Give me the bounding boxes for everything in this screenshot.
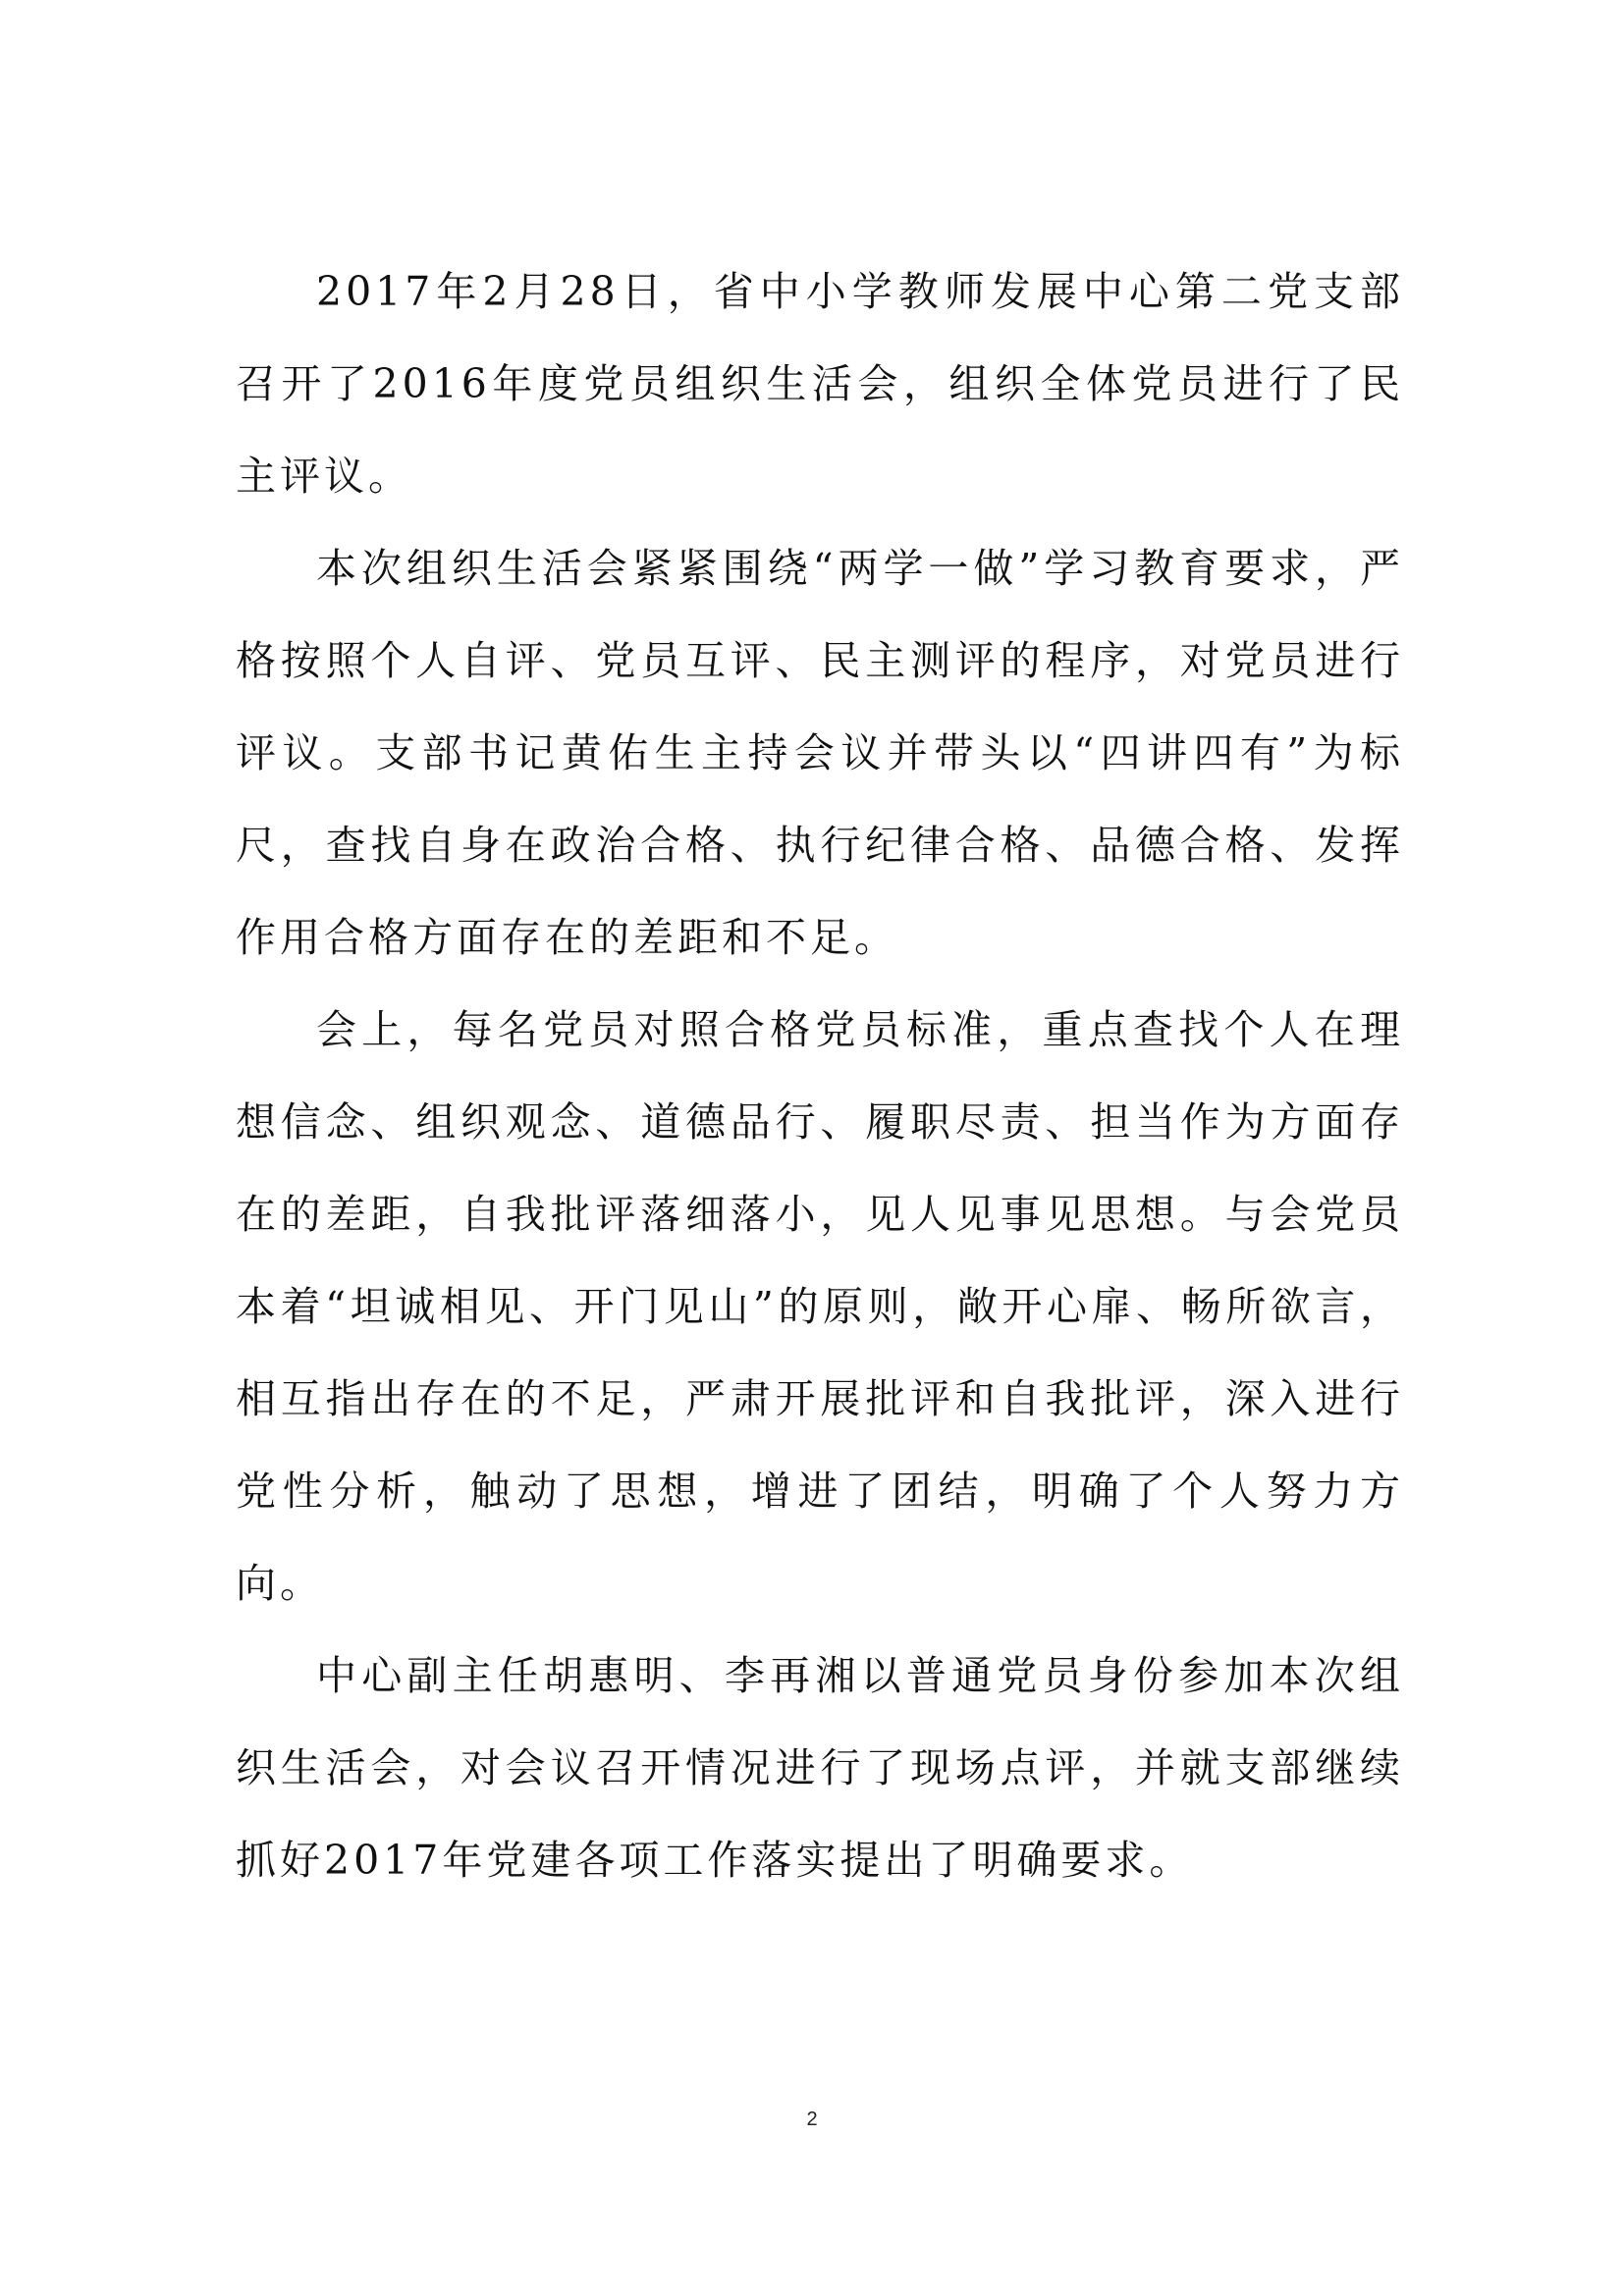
paragraph-2: 本次组织生活会紧紧围绕“两学一做”学习教育要求，严格按照个人自评、党员互评、民主测评的程序，对党员进行评议。支部书记黄佑生主持会议并带头以“四讲四有”为标尺，查找自身在政治合格、执行纪律合格、品德合格、发挥作用合格方面存在的差距和不足。 [236, 545, 1404, 961]
page-number: 2 [806, 2109, 818, 2130]
paragraph-3: 会上，每名党员对照合格党员标准，重点查找个人在理想信念、组织观念、道德品行、履职尽责、担当作为方面存在的差距，自我批评落细落小，见人见事见思想。与会党员本着“坦诚相见、开门见山”的原则，敞开心扉、畅所欲言，相互指出存在的不足，严肃开展批评和自我批评，深入进行党性分析，触动了思想，增进了团结，明确了个人努力方向。 [236, 1006, 1404, 1607]
paragraph-4: 中心副主任胡惠明、李再湘以普通党员身份参加本次组织生活会，对会议召开情况进行了现场点评，并就支部继续抓好2017年党建各项工作落实提出了明确要求。 [236, 1652, 1404, 1884]
paragraph-1: 2017年2月28日，省中小学教师发展中心第二党支部召开了2016年度党员组织生活会，组织全体党员进行了民主评议。 [236, 268, 1404, 500]
body-text [236, 245, 1404, 1906]
